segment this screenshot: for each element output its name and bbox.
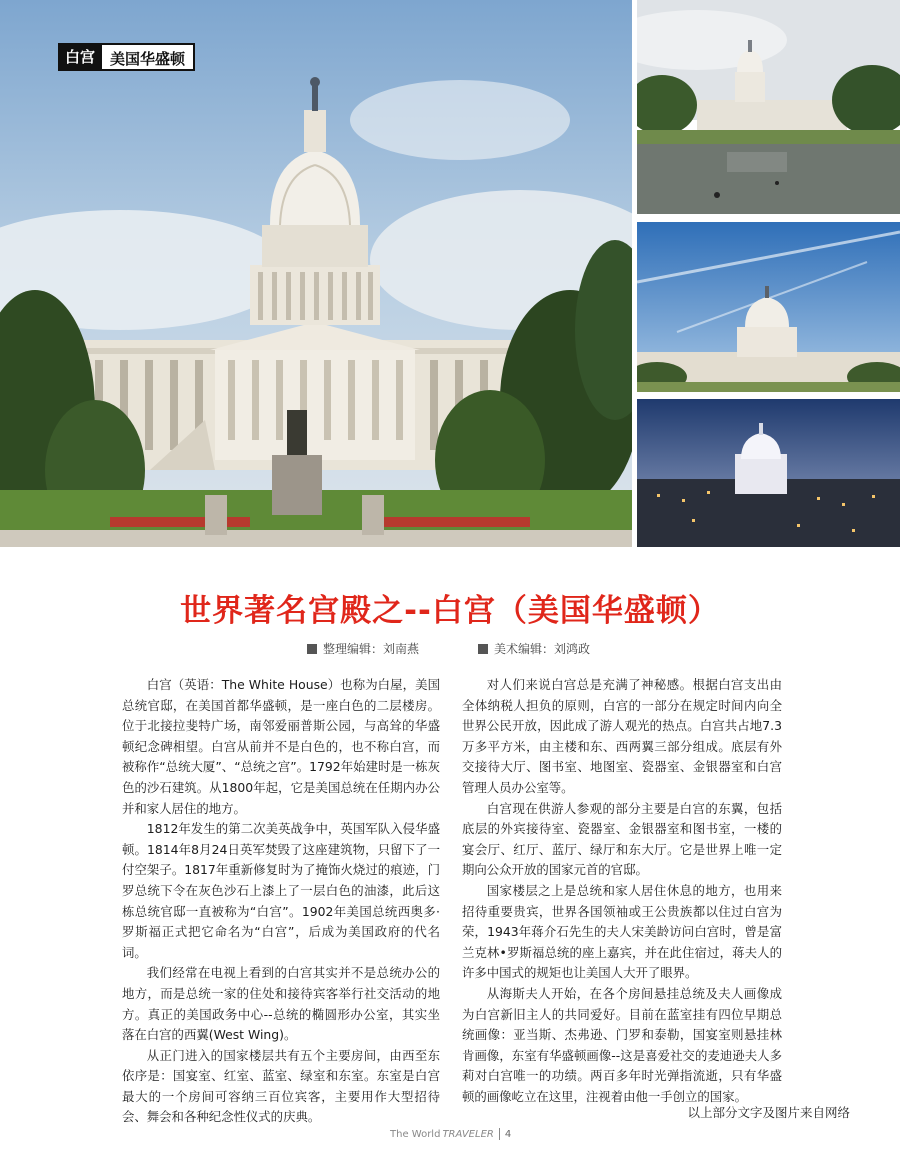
footer-brand-b: TRAVELER [442,1128,494,1140]
thumb-wide-sky [637,222,900,392]
paragraph: 白宫（英语：The White House）也称为白屋，美国总统官邸，在美国首都华盛顿，是一座白色的二层楼房。位于北接拉斐特广场，南邻爱丽普斯公园，与高耸的华盛顿纪念碑相望。白宫从前并不是白色的，也不称白宫，而被称作“总统大厦”、“总统之宫”。1792年始建时是一栋灰色的沙石建筑。从1800年起，它是美国总统在任期内办公并和家人居住的地方。 [122,677,440,816]
thumb-night [637,399,900,547]
editor-credit [307,640,419,657]
art-credit [478,640,590,657]
left-column [122,675,440,1128]
thumb-reflecting-pool [637,0,900,214]
paragraph: 1812年发生的第二次美英战争中，英国军队入侵华盛顿。1814年8月24日英军焚毁了这座建筑物，只留下了一付空架子。1817年重新修复时为了掩饰火烧过的痕迹，门罗总统下令在灰色沙石上漆上了一层白色的油漆，此后这栋总统官邸一直被称为“白宫”。1902年美国总统西奥多·罗斯福正式把它命名为“白宫”，后成为美国政府的代名词。 [122,821,440,960]
footer-divider [499,1128,500,1140]
badge-primary: 白宫 [58,43,102,71]
bullet-square-icon [307,644,317,654]
editor-credit-text: 整理编辑：刘南燕 [323,642,420,656]
art-credit-text: 美术编辑：刘鸿政 [494,642,591,656]
page-number: 4 [504,1128,512,1140]
paragraph: 白宫现在供游人参观的部分主要是白宫的东翼，包括底层的外宾接待室、瓷器室、金银器室和图书室，一楼的宴会厅、红厅、蓝厅、绿厅和东大厅。它是世界上唯一定期向公众开放的国家元首的官邸。 [462,800,782,878]
paragraph: 我们经常在电视上看到的白宫其实并不是总统办公的地方，而是总统一家的住处和接待宾客举行社交活动的地方。真正的美国政务中心--总统的椭圆形办公室，其实坐落在白宫的西翼(West Wing)。 [122,965,440,1043]
paragraph: 从正门进入的国家楼层共有五个主要房间，由西至东依序是：国宴室、红室、蓝室、绿室和东室。东室是白宫最大的一个房间可容纳三百位宾客，主要用作大型招待会、舞会和各种纪念性仪式的庆典。 [122,1047,440,1125]
page-footer [390,1128,511,1140]
right-column [462,675,782,1107]
paragraph: 从海斯夫人开始，在各个房间悬挂总统及夫人画像成为白宫新旧主人的共同爱好。目前在蓝室挂有四位早期总统画像：亚当斯、杰弗逊、门罗和泰勒，国宴室则悬挂林肯画像，东室有华盛顿画像--这是喜爱社交的麦迪逊夫人多莉对白宫唯一的功绩。两百多年时光弹指流逝，只有华盛顿的画像屹立在这里，注视着由他一手创立的国家。 [462,985,782,1104]
footer-brand-a: The World [390,1128,441,1140]
paragraph: 国家楼层之上是总统和家人居住休息的地方，也用来招待重要贵宾，世界各国领袖或王公贵族都以住过白宫为荣，1943年蒋介石先生的夫人宋美龄访问白宫时，曾是富兰克林•罗斯福总统的座上嘉宾，并在此住宿过，蒋夫人的许多中国式的规矩也让美国人大开了眼界。 [462,882,782,981]
article-title: 世界著名宫殿之--白宫（美国华盛顿） [180,593,720,629]
badge-secondary: 美国华盛顿 [102,43,195,71]
bullet-square-icon [478,644,488,654]
paragraph: 对人们来说白宫总是充满了神秘感。根据白宫支出由全体纳税人担负的原则，白宫的一部分在规定时间内向全世界公民开放，因此成了游人观光的热点。白宫共占地7.3万多平方米，由主楼和东、西两翼三部分组成。底层有外交接待大厅、图书室、地图室、瓷器室、金银器室和白宫管理人员办公室等。 [462,677,782,795]
section-badge [58,43,195,71]
hero-photo [0,0,632,547]
source-note: 以上部分文字及图片来自网络 [687,1105,850,1120]
